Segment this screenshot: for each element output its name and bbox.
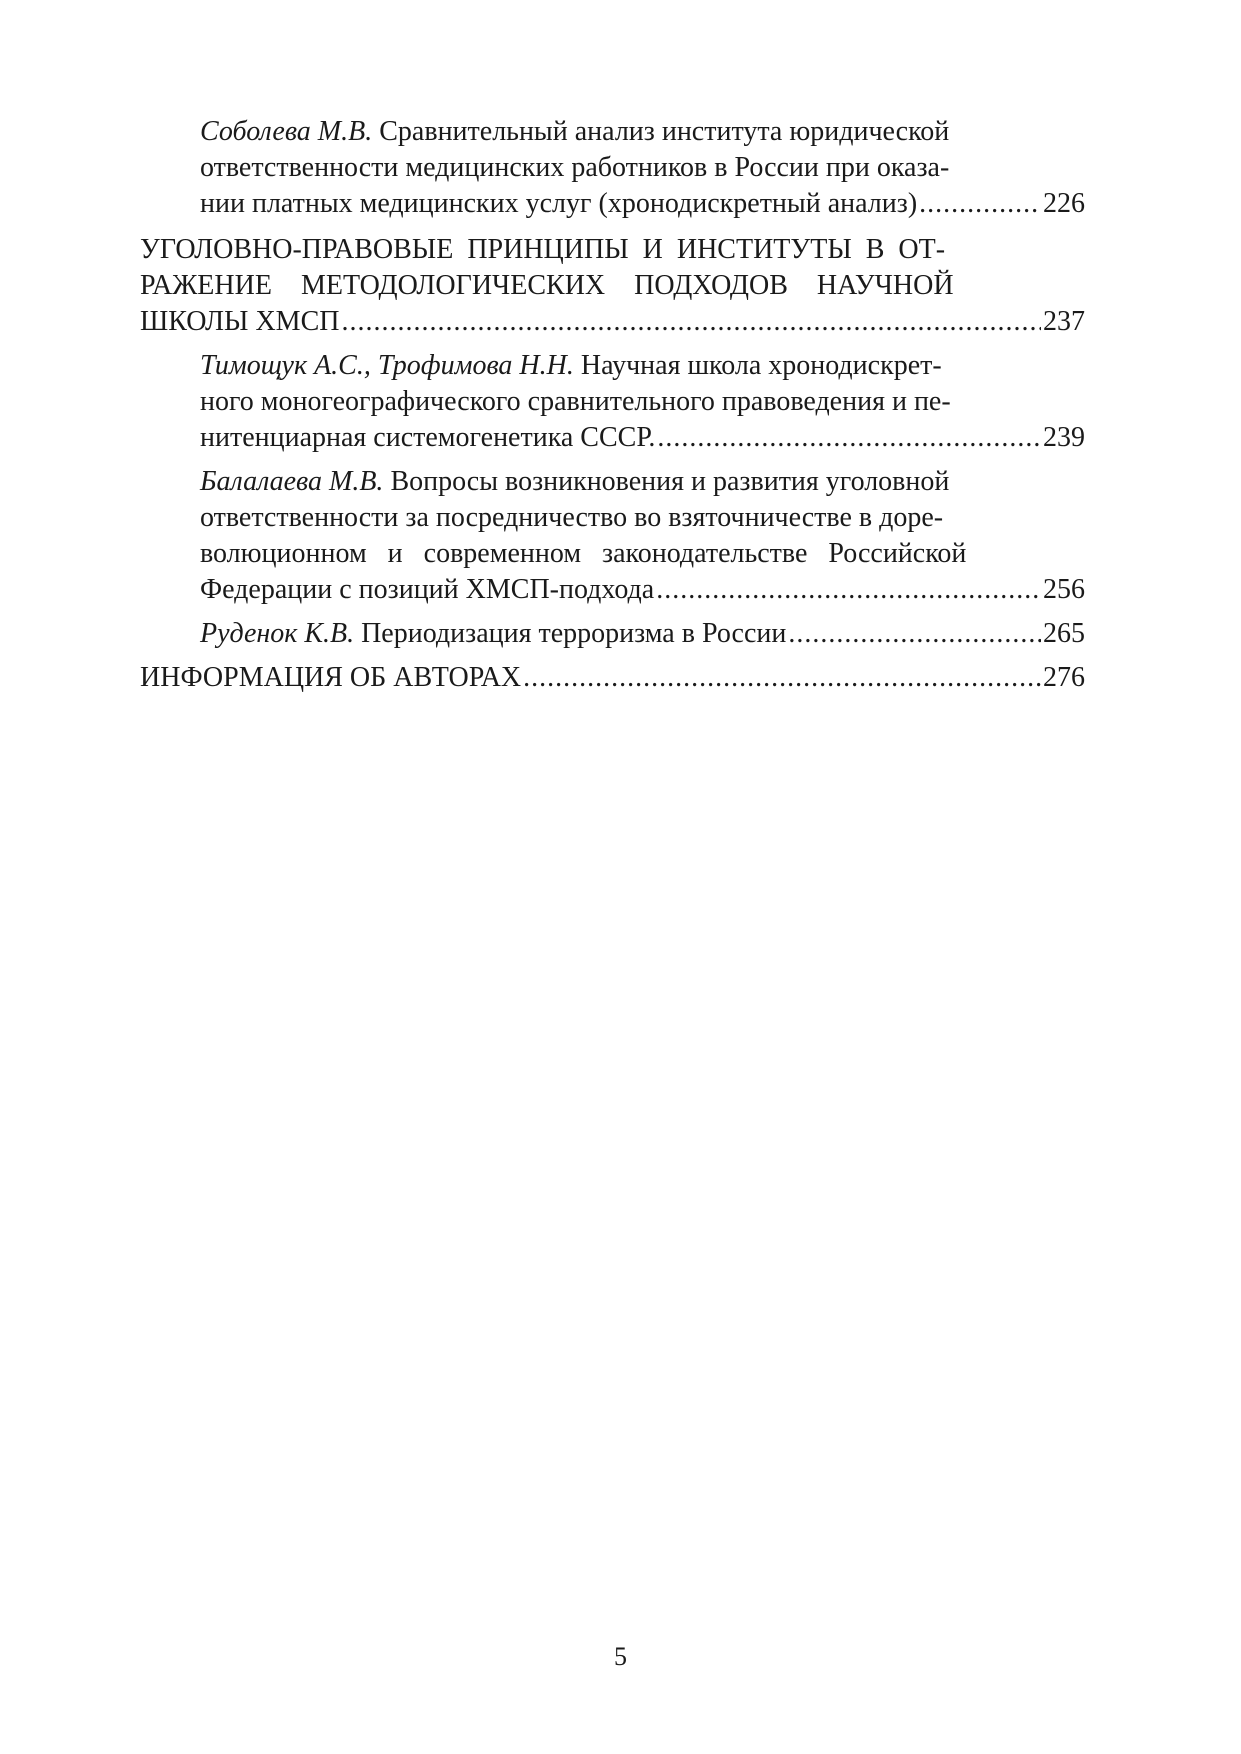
dot-leader xyxy=(919,186,1041,222)
toc-page-number: 226 xyxy=(1043,188,1085,219)
toc-entry-title-line: ответственности за посредничество во взяточничестве в доре- xyxy=(200,502,944,533)
toc-entry-title: Периодизация терроризма в России xyxy=(361,618,787,649)
toc-entry-author: Балалаева М.В. xyxy=(200,466,384,497)
toc-section-title-line: РАЖЕНИЕ МЕТОДОЛОГИЧЕСКИХ ПОДХОДОВ НАУЧНОЙ xyxy=(140,270,954,301)
toc-entry-title-end: нии платных медицинских услуг (хронодискретный анализ) xyxy=(200,188,918,219)
toc-page-number: 237 xyxy=(1043,306,1085,337)
toc-entry-title-line: ответственности медицинских работников в России при оказа- xyxy=(200,152,950,183)
toc-entry-leader-line xyxy=(200,572,1085,608)
toc-page-number: 239 xyxy=(1043,422,1085,453)
toc-entry-author: Тимощук А.С., Трофимова Н.Н. xyxy=(200,350,574,381)
dot-leader xyxy=(657,420,1041,456)
toc-entry-leader-line xyxy=(200,420,1085,456)
toc-section-leader-line xyxy=(140,304,1085,340)
toc-entry-title-end: нитенциарная системогенетика СССР. xyxy=(200,422,656,453)
toc-section-authors-info[interactable] xyxy=(140,660,1085,696)
toc-page-number: 265 xyxy=(1043,618,1085,649)
table-of-contents xyxy=(140,114,1085,696)
toc-section-title-line: УГОЛОВНО-ПРАВОВЫЕ ПРИНЦИПЫ И ИНСТИТУТЫ В ОТ- xyxy=(140,234,946,265)
toc-entry-line xyxy=(200,464,1085,500)
toc-entry-title: Вопросы возникновения и развития уголовной xyxy=(390,466,950,497)
toc-entry-title: Научная школа хронодискрет- xyxy=(580,350,942,381)
toc-section-leader-line xyxy=(140,660,1085,696)
dot-leader xyxy=(656,572,1041,608)
toc-entry-author: Соболева М.В. xyxy=(200,116,373,147)
toc-entry-title-line: ного моногеографического сравнительного правоведения и пе- xyxy=(200,386,951,417)
toc-entry-author: Руденок К.В. xyxy=(200,618,355,649)
toc-section-criminal-law[interactable] xyxy=(140,232,1085,340)
dot-leader xyxy=(523,660,1041,696)
toc-entry-timoshchuk[interactable] xyxy=(200,348,1085,456)
toc-entry-title-line: волюционном и современном законодательстве Российской xyxy=(200,538,967,569)
toc-entry-leader-line xyxy=(200,616,1085,652)
toc-page-number: 276 xyxy=(1043,662,1085,693)
toc-entry-title-end: Федерации с позиций ХМСП-подхода xyxy=(200,574,655,605)
toc-entry-leader-line xyxy=(200,186,1085,222)
toc-entry-soboleva[interactable] xyxy=(200,114,1085,222)
dot-leader xyxy=(788,616,1041,652)
toc-entry-rudenok[interactable] xyxy=(200,616,1085,652)
toc-section-title-end: ШКОЛЫ ХМСП xyxy=(140,306,340,337)
dot-leader xyxy=(341,304,1041,340)
toc-entry-line xyxy=(200,114,1085,150)
toc-entry-balalaeva[interactable] xyxy=(200,464,1085,608)
toc-entry-line xyxy=(200,348,1085,384)
toc-page-number: 256 xyxy=(1043,574,1085,605)
toc-entry-title: Сравнительный анализ института юридической xyxy=(379,116,950,147)
page-number: 5 xyxy=(614,1642,627,1671)
toc-section-title: ИНФОРМАЦИЯ ОБ АВТОРАХ xyxy=(140,662,522,693)
